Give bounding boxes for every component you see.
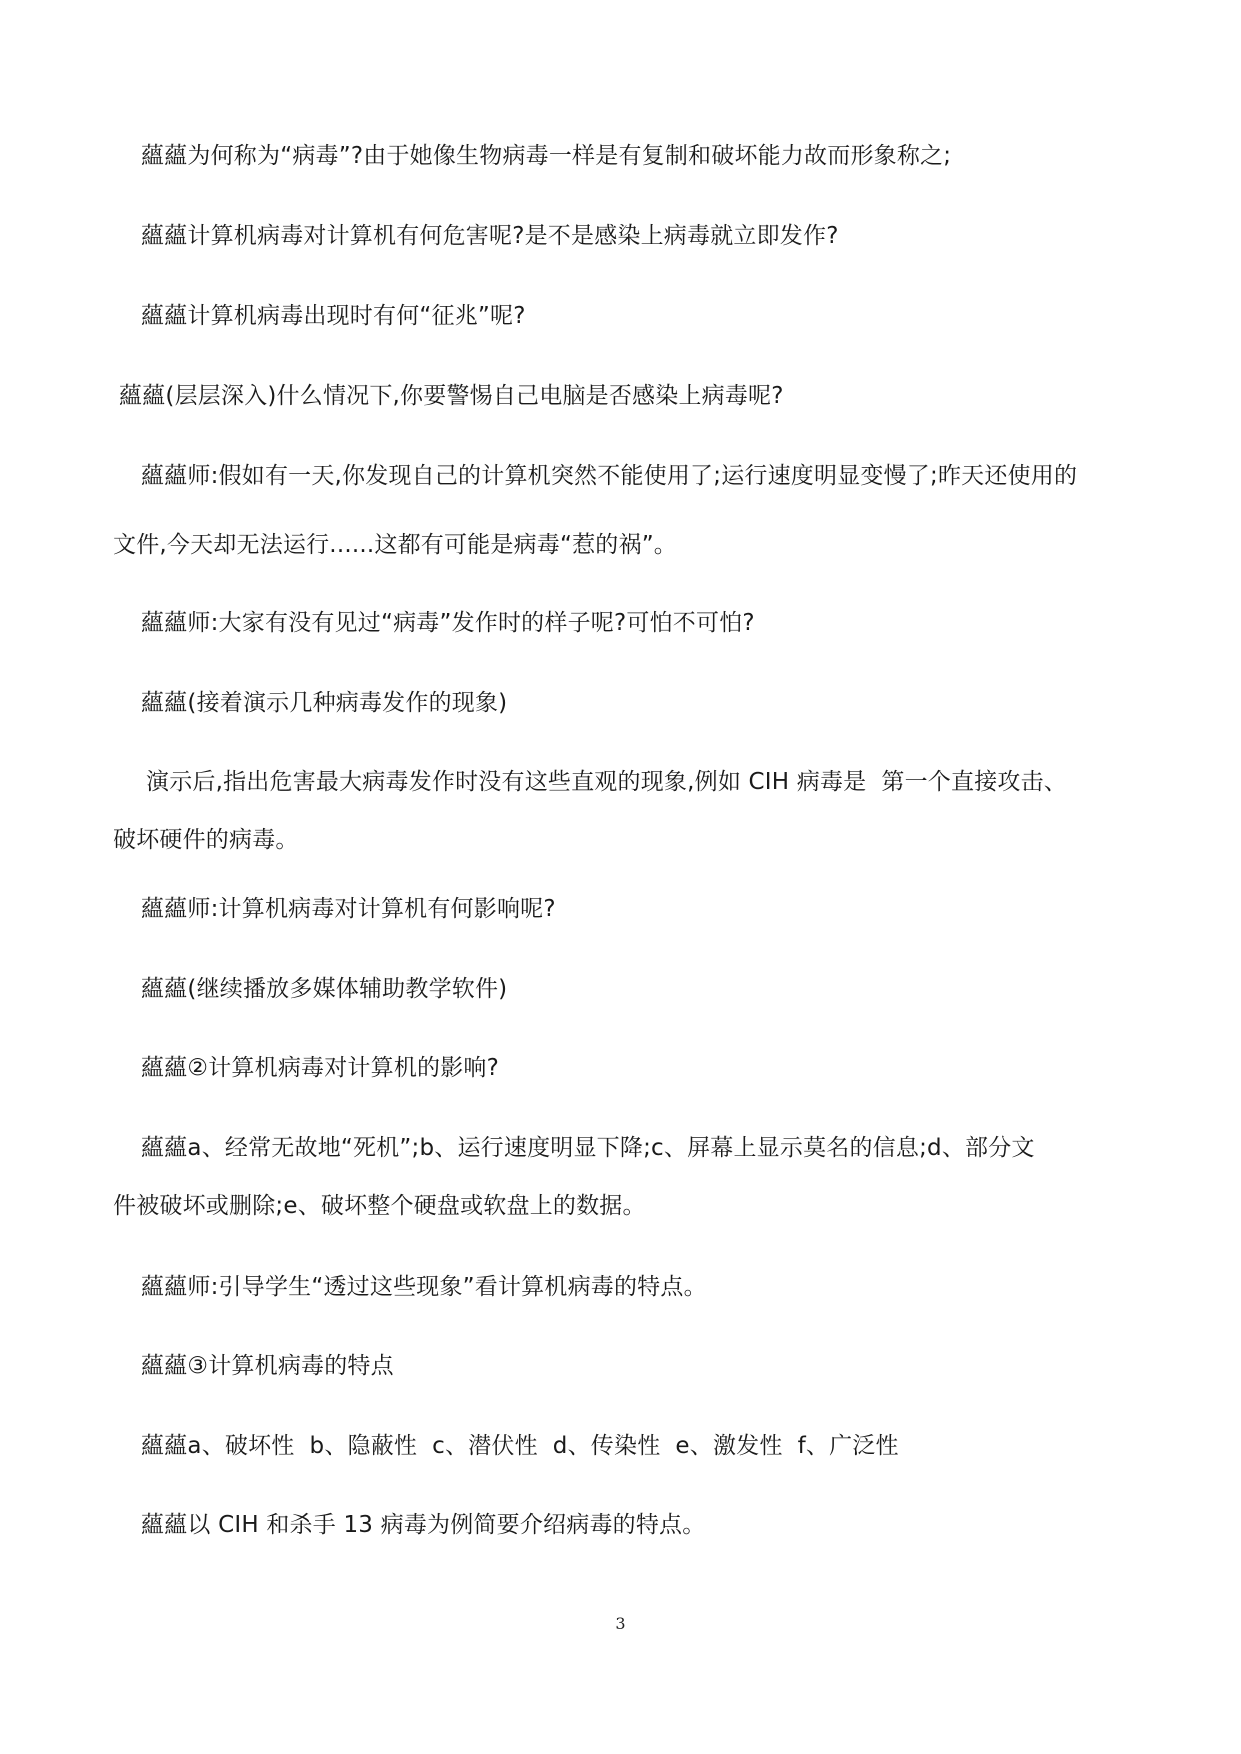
paragraph-teacher-guide-features: 蘊蘊师:引导学生“透过这些现象”看计算机病毒的特点。 <box>141 1274 707 1300</box>
paragraph-teacher-impact-question: 蘊蘊师:计算机病毒对计算机有何影响呢? <box>141 896 556 922</box>
paragraph-teacher-example-line-1: 蘊蘊师:假如有一天,你发现自己的计算机突然不能使用了;运行速度明显变慢了;昨天还使用的 <box>141 463 1078 489</box>
paragraph-after-demo-line-2: 破坏硬件的病毒。 <box>113 827 299 853</box>
paragraph-continue-software: 蘊蘊(继续播放多媒体辅助教学软件) <box>141 976 508 1002</box>
paragraph-cih-example: 蘊蘊以 CIH 和杀手 13 病毒为例简要介绍病毒的特点。 <box>141 1512 706 1538</box>
paragraph-impact-list-line-1: 蘊蘊a、经常无故地“死机”;b、运行速度明显下降;c、屏幕上显示莫名的信息;d、部分文 <box>141 1135 1035 1161</box>
paragraph-why-called-virus: 蘊蘊为何称为“病毒”?由于她像生物病毒一样是有复制和破坏能力故而形象称之; <box>141 143 952 169</box>
paragraph-teacher-example-line-2: 文件,今天却无法运行......这都有可能是病毒“惹的祸”。 <box>113 532 678 558</box>
page-number: 3 <box>615 1614 626 1633</box>
paragraph-after-demo-line-1: 演示后,指出危害最大病毒发作时没有这些直观的现象,例如 CIH 病毒是 第一个直接攻击、 <box>146 769 1068 795</box>
section-virus-impact-heading: 蘊蘊②计算机病毒对计算机的影响? <box>141 1055 500 1081</box>
section-virus-features-heading: 蘊蘊③计算机病毒的特点 <box>141 1353 394 1379</box>
paragraph-features-list: 蘊蘊a、破坏性 b、隐蔽性 c、潜伏性 d、传染性 e、激发性 f、广泛性 <box>141 1433 899 1459</box>
paragraph-virus-harm-question: 蘊蘊计算机病毒对计算机有何危害呢?是不是感染上病毒就立即发作? <box>141 223 839 249</box>
paragraph-when-to-be-alert: 蘊蘊(层层深入)什么情况下,你要警惕自己电脑是否感染上病毒呢? <box>119 383 784 409</box>
paragraph-virus-signs-question: 蘊蘊计算机病毒出现时有何“征兆”呢? <box>141 303 526 329</box>
paragraph-demo-note: 蘊蘊(接着演示几种病毒发作的现象) <box>141 690 508 716</box>
paragraph-teacher-seen-virus: 蘊蘊师:大家有没有见过“病毒”发作时的样子呢?可怕不可怕? <box>141 610 755 636</box>
paragraph-impact-list-line-2: 件被破坏或删除;e、破坏整个硬盘或软盘上的数据。 <box>113 1193 646 1219</box>
